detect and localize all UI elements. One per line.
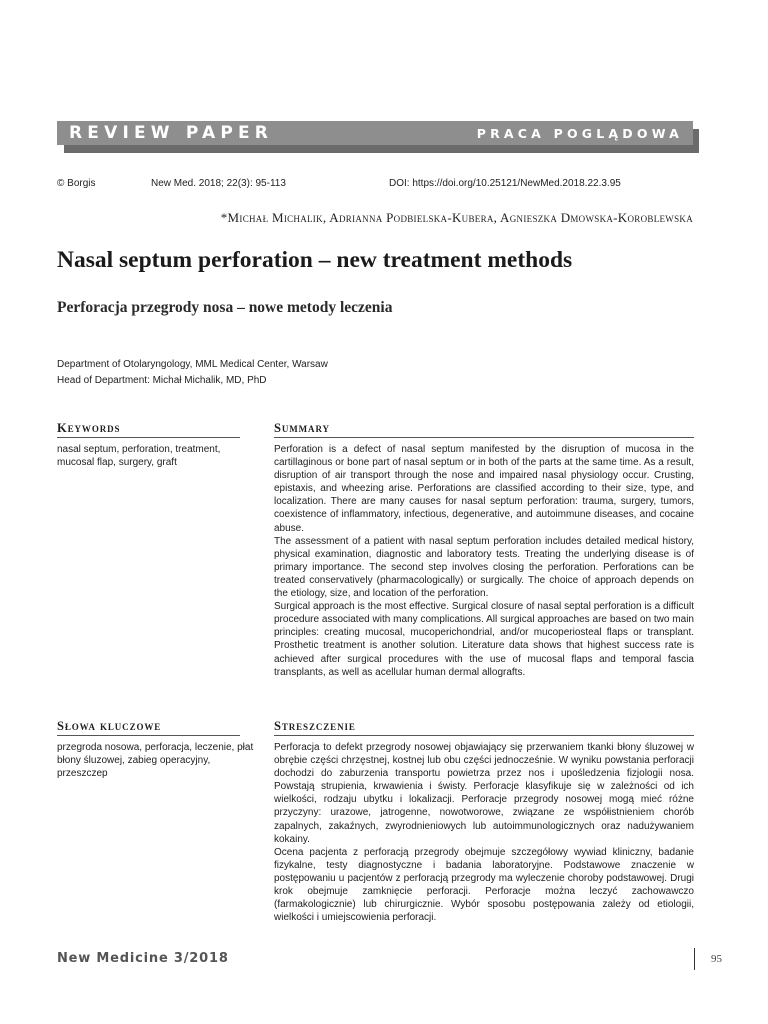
keywords-rule (57, 437, 240, 438)
article-subtitle: Perforacja przegrody nosa – nowe metody leczenia (57, 299, 393, 316)
copyright: © Borgis (57, 178, 96, 189)
affiliation-head: Head of Department: Michał Michalik, MD, PhD (57, 375, 267, 386)
streszczenie-heading: Streszczenie (274, 719, 356, 733)
summary-heading: Summary (274, 421, 330, 435)
page-number: 95 (711, 953, 722, 965)
keywords-text: nasal septum, perforation, treatment, mucosal flap, surgery, graft (57, 444, 221, 468)
keywords-heading: Keywords (57, 421, 121, 435)
summary-paragraph-2: The assessment of a patient with nasal septum perforation includes detailed medical history, physical examination, diagnostic and laboratory tests. Treating the underlying disease is of primary importance. The second step involves closing the perforation. Perforations can be treated conservatively (pharmacologically) or surgically. The choice of approach depends on the etiology, size, and location of the perforation. (274, 535, 694, 600)
summary-paragraph-3: Surgical approach is the most effective. Surgical closure of nasal septal perforation is a difficult procedure associated with many complications. All surgical approaches are based on two main principles: creating mucosal, mucoperichondrial, and/or mucoperiosteal flaps or transplant. Prosthetic treatment is another solution. Literature data shows that highest success rate is achieved after surgical procedures with the use of mucosal flaps and temporal fascia transplants, as well as acellular human dermal allografts. (274, 601, 694, 678)
footer-journal-name: New Medicine 3/2018 (57, 951, 229, 966)
article-type-banner (57, 121, 693, 145)
streszczenie-paragraph-1: Perforacja to defekt przegrody nosowej objawiający się przerwaniem tkanki błony śluzowej w obrębie części chrzęstnej, kostnej lub obu części jednocześnie. W wyniku powstania perforacji dochodzi do zaburzenia transportu powietrza przez nos i upośledzenia fizjologii nosa. Powstają strupienia, krwawienia i świsty. Perforacje klasyfikuje się w zależności od ich wielkości, rodzaju ubytku i lokalizacji. Perforacje przegrody nosowej mogą mieć różne przyczyny: urazowe, jatrogenne, nowotworowe, związane ze współistnieniem chorób zapalnych, zakaźnych, zwyrodnieniowych lub autoimmunologicznych oraz nadużywaniem kokainy. (274, 742, 694, 845)
summary-rule (274, 437, 694, 438)
banner-praca-pogladowa: PRACA POGLĄDOWA (476, 125, 683, 141)
summary-paragraph-1: Perforation is a defect of nasal septum manifested by the disruption of mucosa in the cartillaginous or bone part of nasal septum or in both of the parts at the same time. As a result, disruption of air transport through the nose and impaired nasal physiology occur. Crusting, epistaxis, and wheezing arise. Perforations are classified according to their size, type, and localization. There are many causes for nasal septum perforation: trauma, surgery, tumors, coexistence of inflammatory, infectious, degenerative, and autoimmune diseases, and cocaine abuse. (274, 444, 694, 534)
streszczenie-body (274, 741, 694, 924)
slowa-kluczowe-heading: Słowa kluczowe (57, 719, 162, 733)
journal-citation: New Med. 2018; 22(3): 95-113 (151, 178, 286, 189)
article-title: Nasal septum perforation – new treatment methods (57, 247, 573, 273)
doi-link[interactable]: DOI: https://doi.org/10.25121/NewMed.2018.22.3.95 (389, 178, 621, 189)
authors: *Michał Michalik, Adrianna Podbielska-Kubera, Agnieszka Dmowska-Koroblewska (220, 210, 693, 225)
banner-review-paper: REVIEW PAPER (69, 123, 274, 143)
footer-divider (694, 948, 695, 970)
summary-body (274, 443, 694, 679)
affiliation-department: Department of Otolaryngology, MML Medical Center, Warsaw (57, 359, 328, 370)
slowa-kluczowe-rule (57, 735, 240, 736)
slowa-kluczowe-text: przegroda nosowa, perforacja, leczenie, płat błony śluzowej, zabieg operacyjny, przeszczep (57, 742, 254, 779)
streszczenie-rule (274, 735, 694, 736)
streszczenie-paragraph-2: Ocena pacjenta z perforacją przegrody obejmuje szczegółowy wywiad kliniczny, badanie fizykalne, testy diagnostyczne i badania laboratoryjne. Podstawowe znaczenie w postępowaniu u pacjentów z perforacją przegrody ma wyleczenie choroby podstawowej. Drugi krok obejmuje zamknięcie perforacji. Perforacje można leczyć zachowawczo (farmakologicznie) lub chirurgicznie. Wybór sposobu postępowania zależy od etiologii, wielkości i umiejscowienia perforacji. (274, 846, 694, 924)
